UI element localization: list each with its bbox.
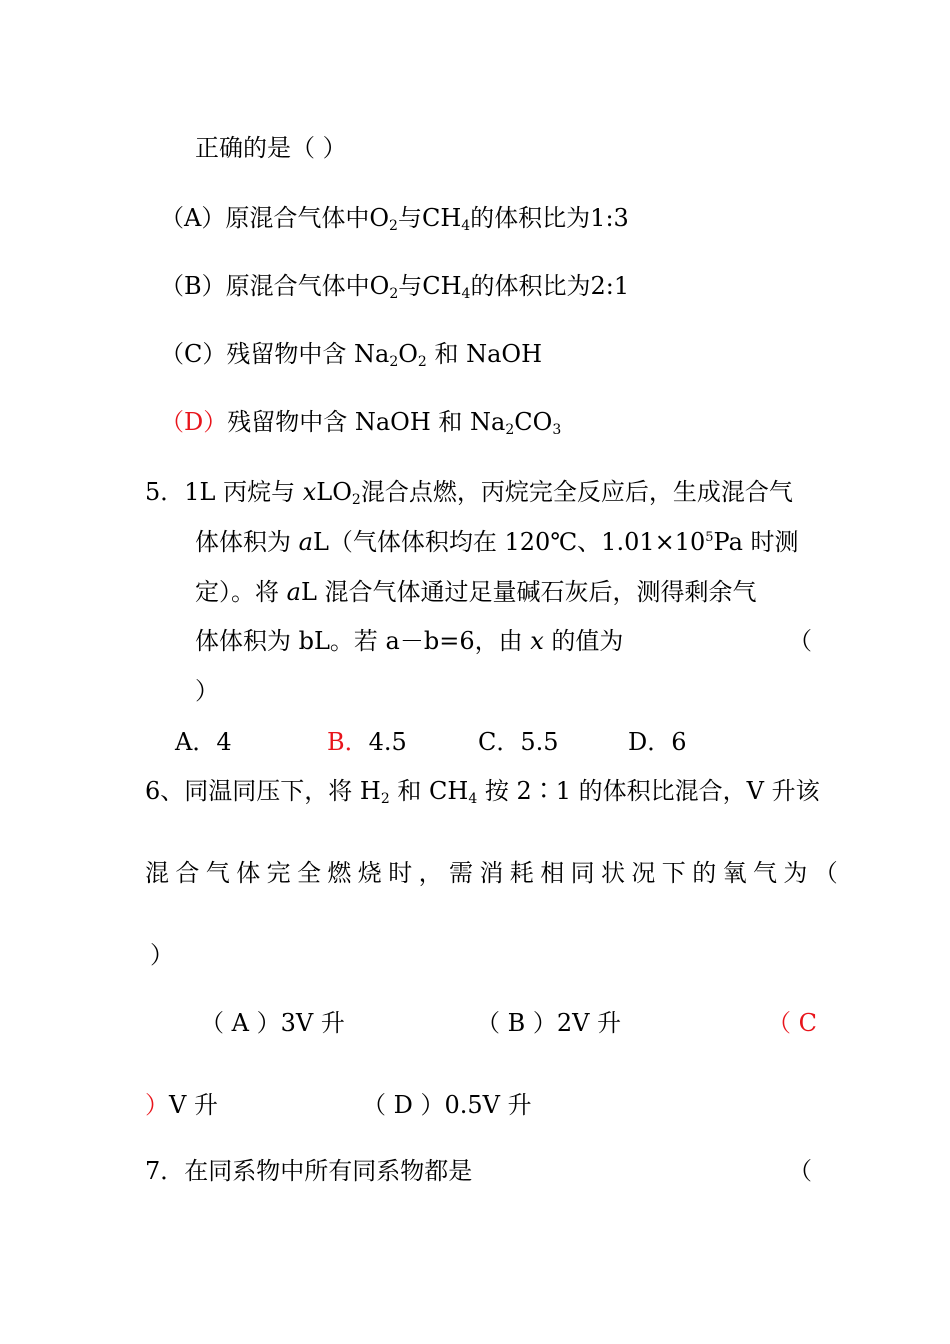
q5-option-a: A．4 [175, 728, 232, 756]
q4-stem-tail: 正确的是（ ） [195, 134, 347, 162]
q6-option-a: （ A ）3V 升 [200, 1009, 345, 1037]
q4-option-b: （B）原混合气体中$O_2$与$CH_4$的体积比为2:1 [160, 272, 630, 302]
q5-option-d: D．6 [628, 728, 687, 756]
q4-option-d-label: （D） [160, 408, 228, 436]
q6-option-d: （ D ）0.5V 升 [362, 1091, 532, 1119]
q6-option-c-paren: ） [145, 1091, 169, 1119]
q6-line-3: ） [150, 941, 174, 969]
q6-line-1: 6、同温同压下，将 $H_2$ 和 $CH_4$ 按 2∶1 的体积比混合，V 升该 [145, 777, 820, 807]
q5-option-b: B．4.5 [327, 728, 407, 756]
q5-paren-open: （ [788, 627, 812, 655]
q5-option-c: C．5.5 [478, 728, 559, 756]
q7-paren-open: （ [788, 1157, 812, 1185]
q5-paren-close: ） [195, 677, 219, 705]
q5-line-2: 体体积为 aL（气体体积均在 120℃、$1.01\times 10^5Pa$ 时测 [195, 528, 799, 556]
q4-option-c: （C）残留物中含 $Na_2O_2$ 和 NaOH [160, 340, 543, 370]
q6-option-c-close: ）V 升 [145, 1091, 218, 1119]
q4-option-a: （A）原混合气体中$O_2$与$CH_4$的体积比为1:3 [160, 204, 629, 234]
q6-line-2: 混合气体完全燃烧时，需消耗相同状况下的氧气为（ [145, 859, 845, 887]
q5-line-1: 5．1L 丙烷与 xLO$_2$混合点燃，丙烷完全反应后，生成混合气 [145, 478, 793, 508]
q6-option-b: （ B ）2V 升 [476, 1009, 622, 1037]
q5-line-4: 体体积为 bL。若 a－b=6，由 x 的值为 [195, 627, 624, 655]
q7-stem: 7．在同系物中所有同系物都是 [145, 1157, 473, 1185]
q5-line-3: 定）。将 aL 混合气体通过足量碱石灰后，测得剩余气 [195, 578, 757, 606]
q6-option-c-open: （ C [767, 1009, 817, 1037]
q4-option-d: （D）残留物中含 NaOH 和 $Na_2CO_3$ [160, 408, 562, 438]
q5-option-b-label: B． [327, 728, 369, 756]
